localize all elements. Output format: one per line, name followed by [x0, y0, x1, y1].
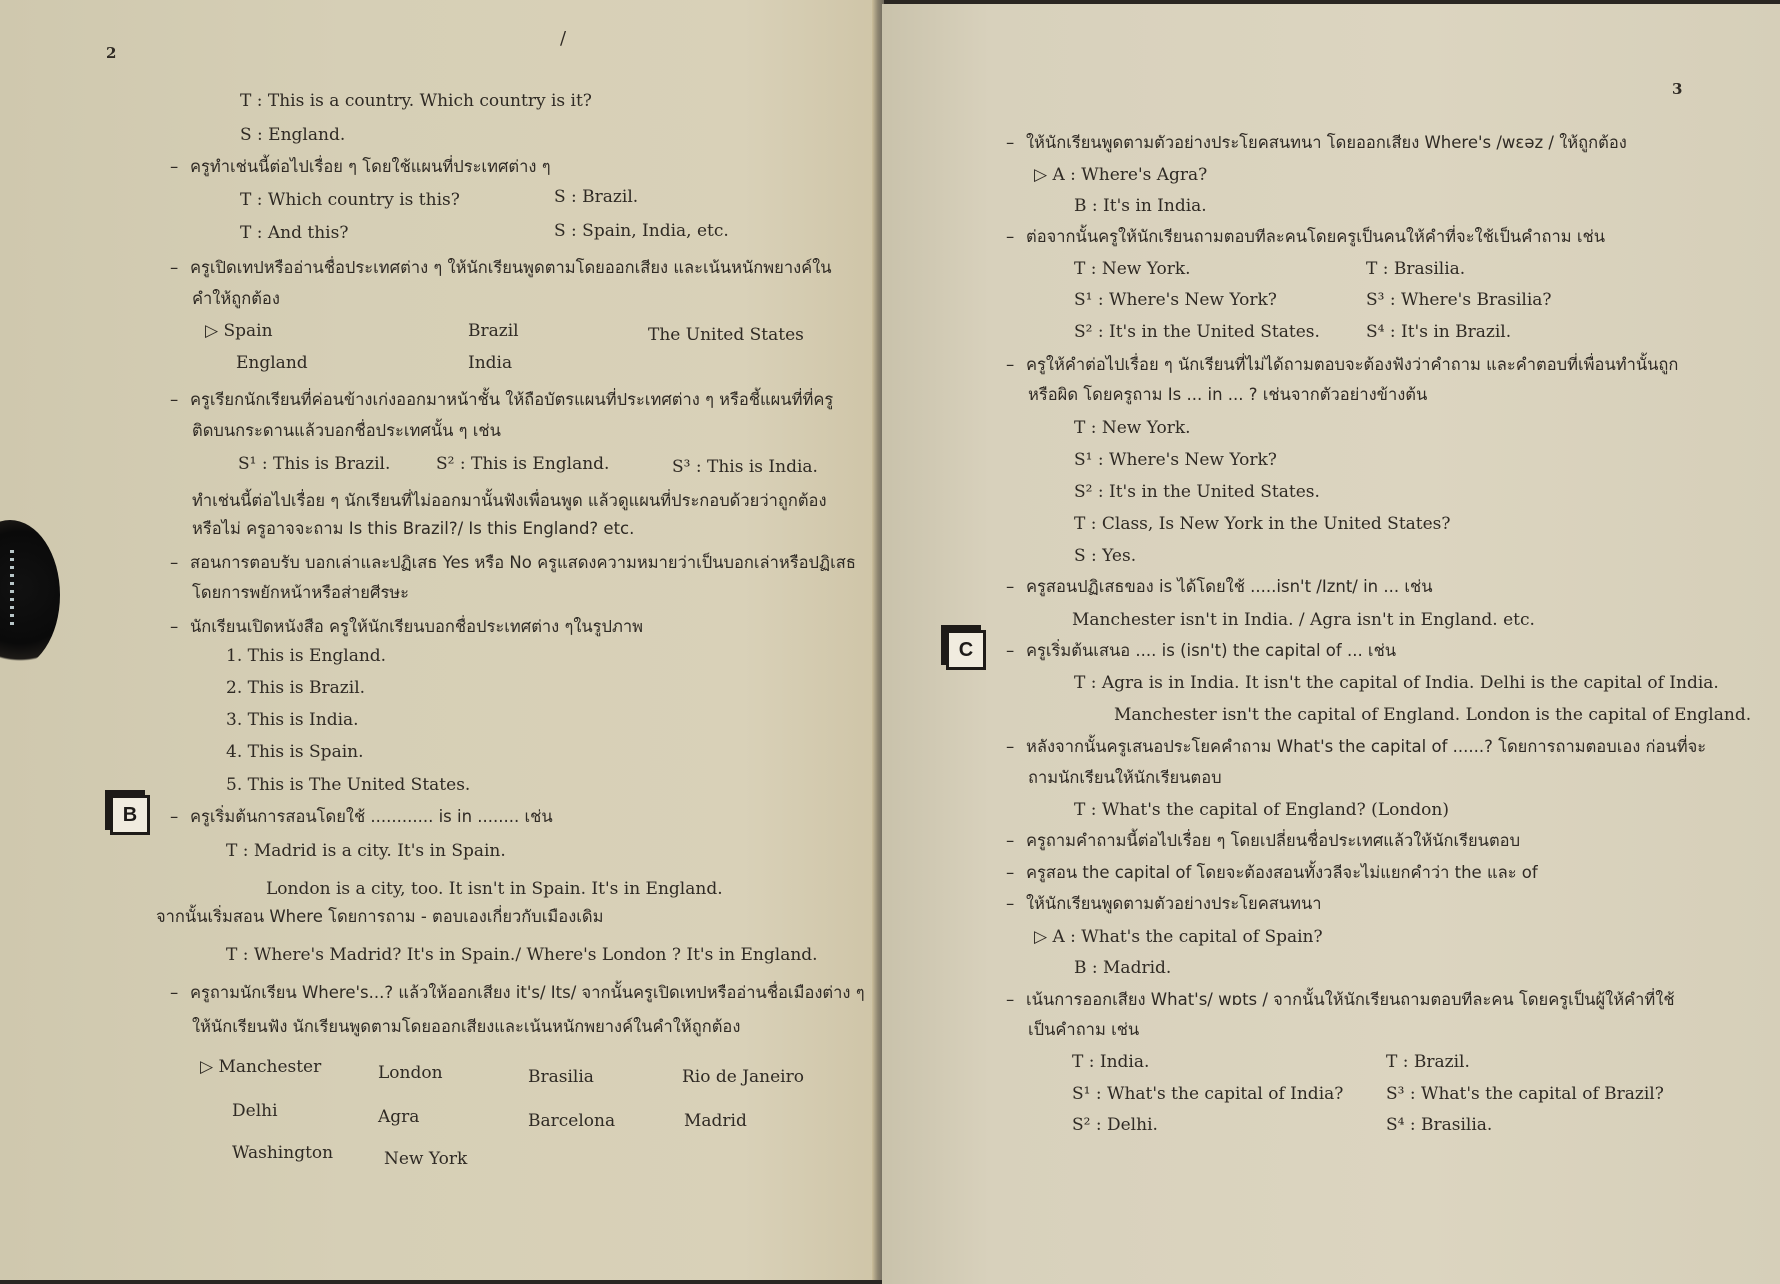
text-line: T : New York. — [1074, 259, 1191, 279]
section-label-b: B — [110, 795, 150, 835]
pen-mark: / — [560, 28, 567, 49]
word-item: Madrid — [684, 1111, 747, 1131]
text-line: ▷ A : What's the capital of Spain? — [1034, 927, 1323, 947]
word-item: England — [236, 353, 308, 373]
list-item: 3. This is India. — [226, 710, 359, 730]
page-number: 2 — [106, 44, 117, 62]
list-item: 5. This is The United States. — [226, 775, 471, 795]
word-item: Delhi — [232, 1101, 278, 1121]
text-line: เป็นคำถาม เช่น — [1028, 1020, 1140, 1039]
text-line: T : New York. — [1074, 418, 1191, 438]
word-item: Brazil — [468, 321, 519, 341]
text-line: Manchester isn't in India. / Agra isn't in England. etc. — [1072, 610, 1535, 630]
text-line: คำให้ถูกต้อง — [192, 289, 280, 308]
right-page — [882, 4, 1780, 1284]
text-line: ติดบนกระดานแล้วบอกชื่อประเทศนั้น ๆ เช่น — [192, 421, 501, 440]
word-item: ▷ Spain — [205, 321, 273, 341]
left-page — [0, 0, 875, 1280]
word-item: Barcelona — [528, 1111, 616, 1131]
text-line: หรือไม่ ครูอาจจะถาม Is this Brazil?/ Is this England? etc. — [192, 519, 635, 538]
text-line: – สอนการตอบรับ บอกเล่าและปฏิเสธ Yes หรือ No ครูแสดงความหมายว่าเป็นบอกเล่าหรือปฏิเสธ — [170, 553, 856, 572]
binder-clip — [0, 520, 60, 670]
text-line: ถามนักเรียนให้นักเรียนตอบ — [1028, 768, 1222, 787]
list-item: 2. This is Brazil. — [226, 678, 366, 698]
text-line: – ครูสอนปฏิเสธของ is ได้โดยใช้ .....isn't /Iznt/ in ... เช่น — [1006, 577, 1433, 596]
text-line: T : Brasilia. — [1366, 259, 1466, 279]
text-line: – ครูสอน the capital of โดยจะต้องสอนทั้งวลีจะไม่แยกคำว่า the และ of — [1006, 863, 1538, 882]
text-line: – นักเรียนเปิดหนังสือ ครูให้นักเรียนบอกชื่อประเทศต่าง ๆในรูปภาพ — [170, 617, 644, 636]
text-line: หรือผิด โดยครูถาม Is ... in ... ? เช่นจากตัวอย่างข้างต้น — [1028, 385, 1428, 404]
text-line: S² : It's in the United States. — [1074, 322, 1320, 342]
text-line: – เน้นการออกเสียง What's/ wɒts / จากนั้นให้นักเรียนถามตอบทีละคน โดยครูเป็นผู้ให้คำที่ใช้ — [1006, 990, 1675, 1009]
text-line: S² : Delhi. — [1072, 1115, 1158, 1135]
text-line: London is a city, too. It isn't in Spain. It's in England. — [266, 879, 723, 899]
text-line: T : What's the capital of England? (London) — [1074, 800, 1449, 820]
text-line: Manchester isn't the capital of England. London is the capital of England. — [1114, 705, 1752, 725]
word-item: ▷ Manchester — [200, 1057, 322, 1077]
text-line: S⁴ : Brasilia. — [1386, 1115, 1493, 1135]
text-line: S¹ : Where's New York? — [1074, 290, 1277, 310]
text-line: T : Class, Is New York in the United States? — [1074, 514, 1451, 534]
text-line: T : And this? — [240, 223, 349, 243]
text-line: – ต่อจากนั้นครูให้นักเรียนถามตอบทีละคนโดยครูเป็นคนให้คำที่จะใช้เป็นคำถาม เช่น — [1006, 227, 1605, 246]
text-line: S¹ : This is Brazil. — [238, 454, 391, 474]
text-line: S¹ : Where's New York? — [1074, 450, 1277, 470]
text-line: – หลังจากนั้นครูเสนอประโยคคำถาม What's the capital of ......? โดยการถามตอบเอง ก่อนที่จะ — [1006, 737, 1707, 756]
text-line: – ครูให้คำต่อไปเรื่อย ๆ นักเรียนที่ไม่ได้ถามตอบจะต้องฟังว่าคำถาม และคำตอบที่เพื่อนทำนั้นถูก — [1006, 355, 1679, 374]
text-line: ทำเช่นนี้ต่อไปเรื่อย ๆ นักเรียนที่ไม่ออกมานั้นฟังเพื่อนพูด แล้วดูแผนที่ประกอบด้วยว่าถูกต้อง — [192, 491, 827, 510]
text-line: S : Spain, India, etc. — [554, 221, 729, 241]
word-item: London — [378, 1063, 443, 1083]
word-item: India — [468, 353, 513, 373]
text-line: S : England. — [240, 125, 346, 145]
text-line: S³ : What's the capital of Brazil? — [1386, 1084, 1664, 1104]
text-line: – ครูเปิดเทปหรืออ่านชื่อประเทศต่าง ๆ ให้นักเรียนพูดตามโดยออกเสียง และเน้นหนักพยางค์ใน — [170, 258, 832, 277]
text-line: ให้นักเรียนฟัง นักเรียนพูดตามโดยออกเสียงและเน้นหนักพยางค์ในคำให้ถูกต้อง — [192, 1017, 741, 1036]
text-line: S³ : This is India. — [672, 457, 818, 477]
text-line: B : Madrid. — [1074, 958, 1172, 978]
section-label-c: C — [946, 630, 986, 670]
text-line: – ให้นักเรียนพูดตามตัวอย่างประโยคสนทนา — [1006, 894, 1322, 913]
text-line: – ครูทำเช่นนี้ต่อไปเรื่อย ๆ โดยใช้แผนที่ประเทศต่าง ๆ — [170, 157, 551, 176]
text-line: T : Madrid is a city. It's in Spain. — [226, 841, 506, 861]
text-line: – ครูถามคำถามนี้ต่อไปเรื่อย ๆ โดยเปลี่ยนชื่อประเทศแล้วให้นักเรียนตอบ — [1006, 831, 1521, 850]
text-line: T : India. — [1072, 1052, 1150, 1072]
text-line: T : Which country is this? — [240, 190, 460, 210]
text-line: – ครูเริ่มต้นการสอนโดยใช้ ............ is in ........ เช่น — [170, 807, 553, 826]
text-line: – ครูเริ่มต้นเสนอ .... is (isn't) the capital of ... เช่น — [1006, 641, 1397, 660]
word-item: Brasilia — [528, 1067, 594, 1087]
text-line: ▷ A : Where's Agra? — [1034, 165, 1208, 185]
text-line: S¹ : What's the capital of India? — [1072, 1084, 1344, 1104]
word-item: Washington — [232, 1143, 334, 1163]
text-line: – ครูเรียกนักเรียนที่ค่อนข้างเก่งออกมาหน้าชั้น ให้ถือบัตรแผนที่ประเทศต่าง ๆ หรือชี้แผนที่ที่ครู — [170, 390, 834, 409]
text-line: S : Yes. — [1074, 546, 1137, 566]
list-item: 4. This is Spain. — [226, 742, 364, 762]
text-line: S³ : Where's Brasilia? — [1366, 290, 1552, 310]
text-line: S² : This is England. — [436, 454, 610, 474]
list-item: 1. This is England. — [226, 646, 387, 666]
text-line: T : This is a country. Which country is it? — [240, 91, 592, 111]
text-line: โดยการพยักหน้าหรือส่ายศีรษะ — [192, 583, 410, 602]
text-line: จากนั้นเริ่มสอน Where โดยการถาม - ตอบเองเกี่ยวกับเมืองเดิม — [156, 907, 604, 926]
text-line: T : Agra is in India. It isn't the capital of India. Delhi is the capital of India. — [1074, 673, 1719, 693]
text-line: – ให้นักเรียนพูดตามตัวอย่างประโยคสนทนา โดยออกเสียง Where's /wɛəz / ให้ถูกต้อง — [1006, 133, 1627, 152]
text-line: S⁴ : It's in Brazil. — [1366, 322, 1512, 342]
text-line: T : Brazil. — [1386, 1052, 1470, 1072]
text-line: T : Where's Madrid? It's in Spain./ Where's London ? It's in England. — [226, 945, 818, 965]
word-item: The United States — [648, 325, 804, 345]
text-line: S² : It's in the United States. — [1074, 482, 1320, 502]
text-line: S : Brazil. — [554, 187, 639, 207]
word-item: Rio de Janeiro — [682, 1067, 804, 1087]
page-number: 3 — [1672, 80, 1683, 98]
word-item: Agra — [378, 1107, 420, 1127]
text-line: – ครูถามนักเรียน Where's...? แล้วให้ออกเสียง it's/ Its/ จากนั้นครูเปิดเทปหรืออ่านชื่อเมืองต่าง ๆ — [170, 983, 865, 1002]
word-item: New York — [384, 1149, 468, 1169]
text-line: B : It's in India. — [1074, 196, 1207, 216]
